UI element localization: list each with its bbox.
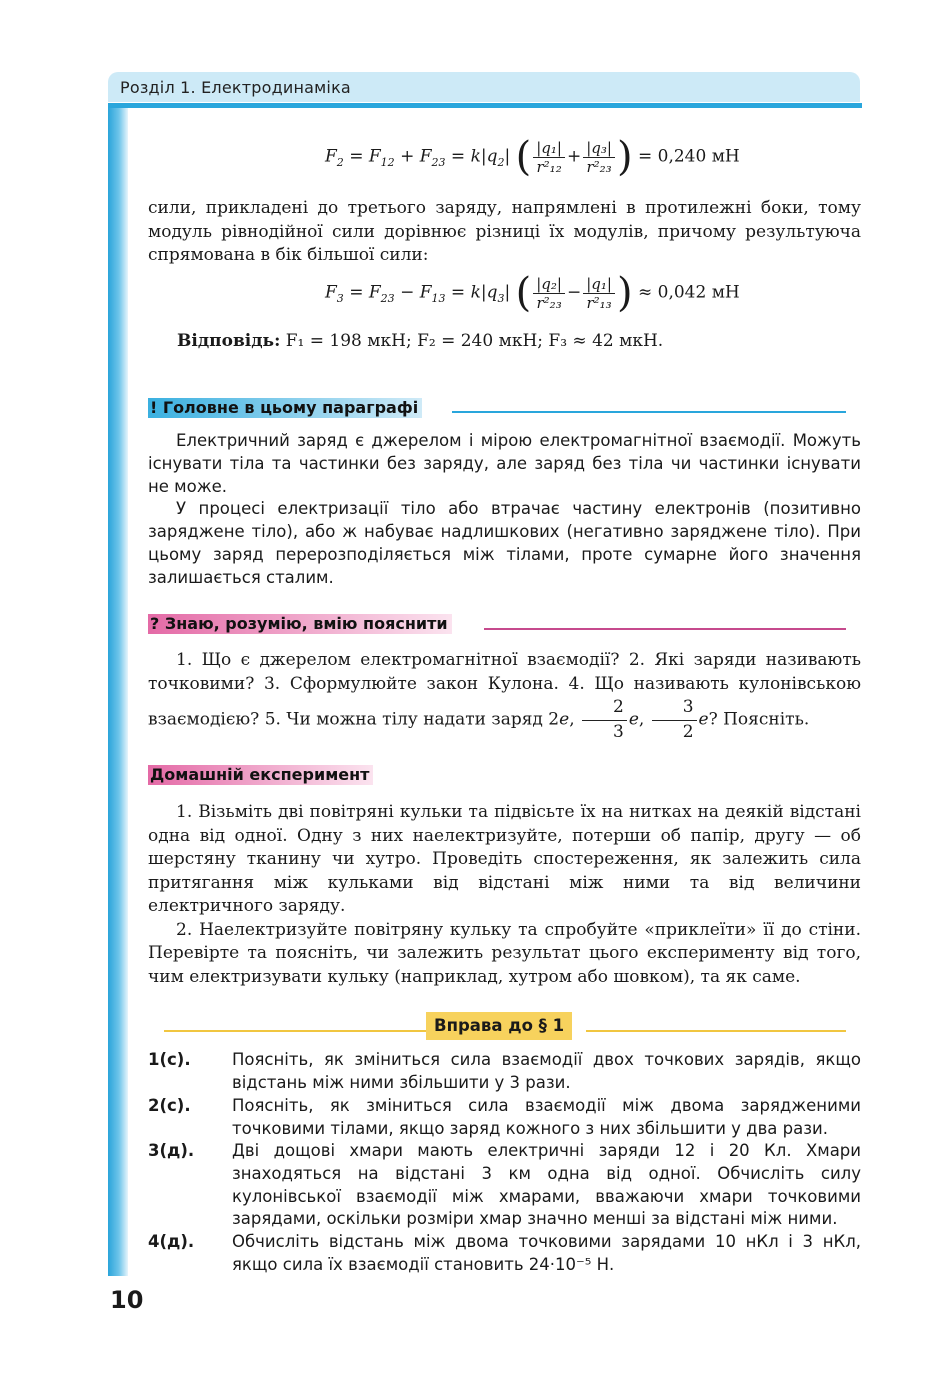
exercise-text: Поясніть, як зміниться сила взаємодії між двома зарядженими точковими тілами, якщо заряд кожного з них збільшити у два рази.	[232, 1096, 861, 1138]
section-main-title: ! Головне в цьому параграфі	[148, 398, 422, 418]
page-number: 10	[110, 1286, 144, 1314]
questions-part: ? Поясніть.	[708, 709, 810, 730]
questions-part: 1. Що є джерелом електромагнітної взаємодії? 2. Які заряди називають точковими? 3. Сформулюйте закон Кулона. 4. Що називають кулонівською взаємодією? 5. Чи можна тілу надати заряд 2	[148, 650, 861, 730]
formula-token: F	[325, 282, 337, 303]
exercise-rule-left	[164, 1030, 426, 1032]
chapter-header	[108, 72, 860, 102]
symbol-e: e	[698, 709, 709, 730]
questions-text: 1. Що є джерелом електромагнітної взаємодії? 2. Які заряди називають точковими? 3. Сформулюйте закон Кулона. 4. Що називають кулонівською взаємодією? 5. Чи можна тілу надати заряд 2e, $\frac{2}{3}$ e, $\frac{3}{2}$ e? Поясніть.	[148, 649, 861, 744]
formula-sub: 12	[380, 155, 395, 169]
formula-token: + F	[400, 146, 432, 167]
formula-result: ≈ 0,042 мН	[637, 282, 740, 303]
formula-sub: 2	[497, 155, 505, 169]
symbol-e: e	[559, 709, 570, 730]
fraction: $\frac{2}{3}$	[582, 696, 627, 744]
section-home-title: Домашній експеримент	[148, 765, 373, 785]
section-main-body	[148, 430, 861, 590]
fraction: $\frac{\text{|q₁|}}{\text{r²₁₂}}$	[533, 139, 565, 176]
exercise-number: 3(д).	[148, 1141, 195, 1160]
exercise-number: 1(с).	[148, 1050, 191, 1069]
answer-text: F₁ = 198 мкН; F₂ = 240 мкН; F₃ ≈ 42 мкН.	[285, 331, 664, 351]
section-main-rule	[452, 411, 846, 413]
formula-sub: 13	[431, 291, 446, 305]
exercise-item	[148, 1049, 861, 1095]
answer-line	[177, 331, 663, 351]
formula-sub: 23	[431, 155, 446, 169]
formula-sub: 2	[336, 155, 344, 169]
exercise-number: 4(д).	[148, 1232, 195, 1251]
formula-token: − F	[400, 282, 432, 303]
fraction: $\frac{\text{|q₃|}}{\text{r²₂₃}}$	[583, 139, 615, 176]
exercise-item	[148, 1231, 861, 1277]
section-questions-title: ? Знаю, розумію, вмію пояснити	[148, 614, 452, 634]
exercise-text: Поясніть, як зміниться сила взаємодії двох точкових зарядів, якщо відстань між ними збільшити у 3 рази.	[232, 1050, 861, 1092]
paragraph: 1. Візьміть дві повітряні кульки та підвісьте їх на нитках на деякій відстані одна від одної. Одну з них наелектризуйте, потерши об папір, другу — об шерстяну тканину чи хутро. Проведіть спостереження, як залежить сила притягання між кульками від відстані між ними та від величини електричного заряду.	[148, 802, 861, 916]
paragraph: У процесі електризації тіло або втрачає частину електронів (позитивно заряджене тіло), або ж набуває надлишкових (негативно заряджене тіло). При цьому заряд перерозподіляється між тілами, проте сумарне його значення залишається сталим.	[148, 499, 861, 587]
formula-token: = F	[349, 146, 381, 167]
chapter-title: Розділ 1. Електродинаміка	[120, 78, 351, 97]
exercise-item	[148, 1140, 861, 1232]
fraction: $\frac{\text{|q₂|}}{\text{r²₂₃}}$	[533, 275, 565, 312]
formula-sub: 3	[497, 291, 505, 305]
answer-label: Відповідь:	[177, 331, 281, 351]
formula-sub: 23	[380, 291, 395, 305]
side-gradient-bar	[108, 108, 128, 1276]
paragraph: 2. Наелектризуйте повітряну кульку та спробуйте «приклеїти» її до стіни. Перевірте та поясніть, чи залежить результат цього експерименту від того, чим електризувати кульку (наприклад, хутром або шовком), та як саме.	[148, 919, 861, 987]
paragraph-forces: сили, прикладені до третього заряду, напрямлені в протилежні боки, тому модуль рівнодійної сили дорівнює різниці їх модулів, причому результуюча спрямована в бік більшої сили:	[148, 198, 861, 265]
formula-token: F	[325, 146, 337, 167]
formula-token: = F	[349, 282, 381, 303]
exercise-item	[148, 1095, 861, 1141]
formula-f3: $F_3 = F_{23} - F_{13} = k|q_3|$ ( $\frac{\text{|q₂|}}{\text{r²₂₃}}$ − $\frac{\text{|q₁|}}{\text{r²₁₃}}$ ) ≈ 0,042 мН	[325, 270, 740, 316]
formula-token: |	[504, 282, 511, 303]
formula-token: = k	[450, 282, 481, 303]
paragraph: Електричний заряд є джерелом і мірою електромагнітної взаємодії. Можуть існувати тіла та частинки без заряду, але заряд без тіла чи частинки існувати не може.	[148, 431, 861, 496]
formula-token: |q	[480, 282, 498, 303]
formula-token: |q	[480, 146, 498, 167]
section-home-body	[148, 801, 861, 989]
formula-token: = k	[450, 146, 481, 167]
fraction: $\frac{3}{2}$	[652, 696, 697, 744]
formula-sub: 3	[336, 291, 344, 305]
formula-result: = 0,240 мН	[637, 146, 740, 167]
fraction: $\frac{\text{|q₁|}}{\text{r²₁₃}}$	[583, 275, 615, 312]
section-questions-rule	[484, 628, 846, 630]
exercise-title: Вправа до § 1	[426, 1012, 572, 1040]
exercise-rule-right	[586, 1030, 846, 1032]
exercise-text: Дві дощові хмари мають електричні заряди 12 і 20 Кл. Хмари знаходяться на відстані 3 км одна від одної. Обчисліть силу кулонівської взаємодії між хмарами, вважаючи хмари точковими зарядами, оскільки розміри хмар значно менші за відстані між ними.	[232, 1141, 861, 1229]
exercise-text: Обчисліть відстань між двома точковими зарядами 10 нКл і 3 нКл, якщо сила їх взаємодії становить 24·10⁻⁵ Н.	[232, 1232, 861, 1274]
formula-token: |	[504, 146, 511, 167]
header-rule	[108, 103, 862, 108]
formula-f2: $F_2 = F_{12} + F_{23} = k|q_2|$ ( $\frac{\text{|q₁|}}{\text{r²₁₂}}$ + $\frac{\text{|q₃|}}{\text{r²₂₃}}$ ) = 0,240 мН	[325, 134, 740, 180]
symbol-e: e	[628, 709, 639, 730]
exercise-number: 2(с).	[148, 1096, 191, 1115]
